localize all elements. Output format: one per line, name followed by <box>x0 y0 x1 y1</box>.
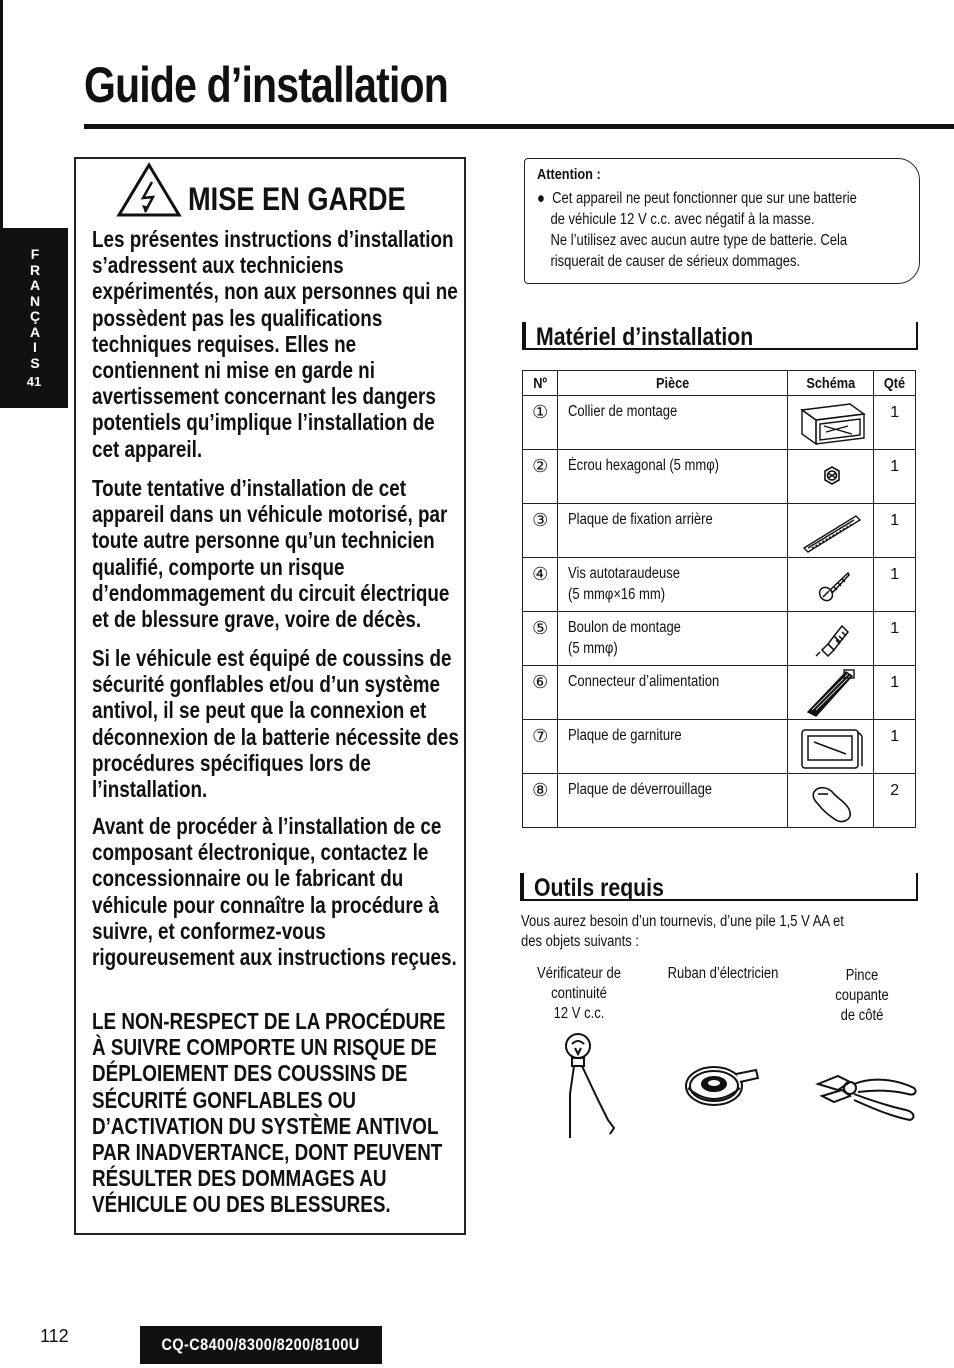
warning-paragraph: Toute tentative d’installation de cet appareil dans un véhicule motorisé, par toute autre personne qu’un technicien qualifié, comporte un risque d’endommagement du circuit électrique et de blessure grave, voire de décès. <box>92 475 450 633</box>
row-quantity: 2 <box>874 774 916 828</box>
language-tab <box>0 228 68 408</box>
row-number: ① <box>523 396 558 450</box>
language-tab-letter: A <box>29 323 41 340</box>
row-schema <box>787 396 873 450</box>
row-piece: Plaque de fixation arrière <box>558 504 788 558</box>
row-schema <box>787 612 873 666</box>
column-header-piece: Pièce <box>558 371 788 396</box>
release-plate-icon <box>788 774 876 828</box>
side-cutter-pliers-icon <box>814 1066 920 1122</box>
language-tab-letter: A <box>29 277 41 293</box>
column-header-qty: Qté <box>874 371 916 396</box>
attention-line: Ne l’utilisez avec aucun autre type de batterie. Cela <box>550 232 848 249</box>
power-connector-icon <box>788 666 876 720</box>
title-rule <box>84 124 954 129</box>
warning-paragraph: Les présentes instructions d’installation s’adressent aux techniciens expérimentés, non aux personnes qui ne possèdent pas les qualifications techniques requises. Elles ne contiennent ni mise en garde ni avertissement concernant les dangers potentiels qu’implique l’installation de cet appareil. <box>92 226 458 462</box>
row-piece: Plaque de déverrouillage <box>558 774 788 828</box>
screw-icon <box>788 558 876 612</box>
column-header-no: Nº <box>523 371 558 396</box>
row-schema <box>787 450 873 504</box>
model-number: CQ-C8400/8300/8200/8100U <box>161 1335 361 1354</box>
attention-line: de véhicule 12 V c.c. avec négatif à la masse. <box>550 211 815 228</box>
table-row <box>523 774 916 828</box>
row-piece: Vis autotaraudeuse (5 mmφ×16 mm) <box>558 558 788 612</box>
hex-nut-icon <box>788 450 876 504</box>
bullet-icon: ● <box>537 190 545 207</box>
tools-heading-label: Outils requis <box>534 874 664 902</box>
materials-heading-label: Matériel d’installation <box>536 323 754 351</box>
row-number: ⑤ <box>523 612 558 666</box>
tool-label-pliers: Pince coupante de côté <box>835 967 889 1024</box>
electric-hazard-warning-icon <box>116 162 182 218</box>
page-title: Guide d’installation <box>84 57 449 113</box>
warning-paragraph: Avant de procéder à l’installation de ce composant électronique, contactez le concessionnaire ou le fabricant du véhicule pour connaître la procédure à suivre, et conformez-vous rigoureusement aux instructions reçues. <box>92 813 457 971</box>
attention-line: risquerait de causer de sérieux dommages. <box>550 253 801 270</box>
row-number: ⑧ <box>523 774 558 828</box>
row-piece: Écrou hexagonal (5 mmφ) <box>558 450 788 504</box>
row-schema <box>787 774 873 828</box>
attention-text <box>537 188 907 272</box>
warning-header <box>116 162 444 218</box>
table-row <box>523 504 916 558</box>
attention-line <box>537 188 907 209</box>
row-quantity: 1 <box>874 396 916 450</box>
warning-title: MISE EN GARDE <box>188 181 406 217</box>
row-quantity: 1 <box>874 504 916 558</box>
row-number: ③ <box>523 504 558 558</box>
language-tab-letter: N <box>29 292 41 309</box>
table-row <box>523 612 916 666</box>
table-header-row <box>523 371 916 396</box>
attention-title: Attention : <box>537 166 601 183</box>
continuity-tester-icon <box>548 1030 628 1142</box>
rear-plate-icon <box>788 504 876 558</box>
row-quantity: 1 <box>874 666 916 720</box>
language-tab-letter: R <box>29 261 41 278</box>
tools-heading <box>520 873 918 901</box>
attention-line-text: Cet appareil ne peut fonctionner que sur une batterie <box>552 190 857 207</box>
tools-intro-line: Vous aurez besoin d’un tournevis, d’une pile 1,5 V AA et <box>521 913 844 930</box>
bolt-icon <box>788 612 876 666</box>
warning-paragraph-caps: LE NON-RESPECT DE LA PROCÉDURE À SUIVRE COMPORTE UN RISQUE DE DÉPLOIEMENT DES COUSSINS DE SÉCURITÉ GONFLABLES OU D’ACTIVATION DU SYSTÈME ANTIVOL PAR INADVERTANCE, DONT PEUVENT RÉSULTER DES DOMMAGES AU VÉHICULE OU DES BLESSURES. <box>92 1008 446 1218</box>
parts-table <box>522 370 916 828</box>
row-piece: Boulon de montage (5 mmφ) <box>558 612 788 666</box>
row-quantity: 1 <box>874 450 916 504</box>
row-number: ② <box>523 450 558 504</box>
materials-heading <box>522 322 918 350</box>
table-row <box>523 666 916 720</box>
language-tab-letter: I <box>33 339 37 355</box>
row-piece: Connecteur d’alimentation <box>558 666 788 720</box>
language-tab-letter: F <box>30 246 40 262</box>
row-schema <box>787 666 873 720</box>
warning-paragraph: Si le véhicule est équipé de coussins de sécurité gonflables et/ou d’un système antivol, il se peut que la connexion et déconnexion de la batterie nécessite des procédures spécifiques lors de l’installation. <box>92 645 459 803</box>
trim-plate-icon <box>788 720 876 774</box>
row-quantity: 1 <box>874 612 916 666</box>
row-schema <box>787 558 873 612</box>
tool-label-tester: Vérificateur de continuité 12 V c.c. <box>537 965 621 1022</box>
row-quantity: 1 <box>874 558 916 612</box>
table-row <box>523 450 916 504</box>
tools-intro-line: des objets suivants : <box>521 933 639 950</box>
table-row <box>523 396 916 450</box>
row-quantity: 1 <box>874 720 916 774</box>
mounting-collar-icon <box>788 396 876 450</box>
page-number: 112 <box>40 1326 69 1346</box>
language-tab-page-number: 41 <box>26 374 42 389</box>
column-header-schema: Schéma <box>787 371 873 396</box>
model-number-badge <box>140 1326 382 1364</box>
table-row <box>523 558 916 612</box>
row-number: ④ <box>523 558 558 612</box>
row-schema <box>787 720 873 774</box>
row-number: ⑥ <box>523 666 558 720</box>
language-tab-letter: S <box>30 354 40 371</box>
row-piece: Plaque de garniture <box>558 720 788 774</box>
language-tab-letter: Ç <box>29 308 41 324</box>
row-piece: Collier de montage <box>558 396 788 450</box>
tools-intro <box>521 912 916 952</box>
left-edge-line <box>0 0 3 230</box>
table-row <box>523 720 916 774</box>
tool-label-tape: Ruban d’électricien <box>667 965 779 982</box>
row-number: ⑦ <box>523 720 558 774</box>
electrical-tape-icon <box>682 1056 764 1116</box>
row-schema <box>787 504 873 558</box>
